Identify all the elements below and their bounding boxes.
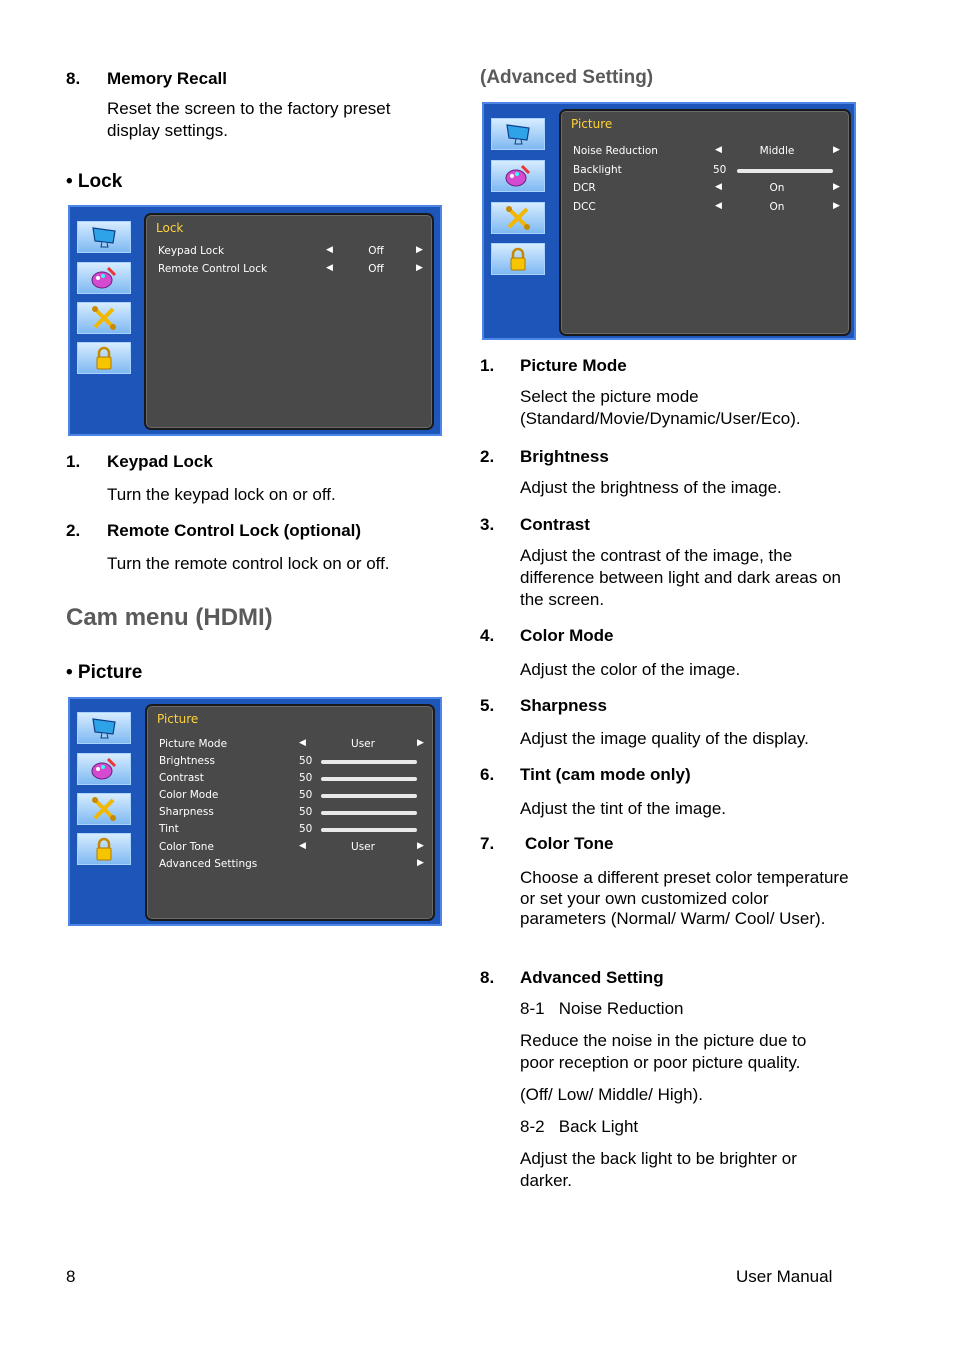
osd-row-value: 50 [299, 789, 313, 801]
slider-bar[interactable] [321, 828, 417, 832]
item-description: Turn the keypad lock on or off. [107, 485, 336, 504]
lock-icon [77, 833, 131, 865]
osd-row-value: 50 [299, 823, 313, 835]
footer-manual-label: User Manual [736, 1267, 833, 1286]
osd-row-noise-reduction[interactable] [573, 145, 841, 161]
item-number: 3. [480, 515, 495, 534]
subitem-label: 8-2 Back Light [520, 1117, 639, 1136]
item-description: Reset the screen to the factory preset display settings. [107, 99, 391, 140]
osd-row-value: User [351, 841, 375, 853]
osd-row-label: Brightness [159, 755, 215, 767]
osd-row-label: DCC [573, 201, 596, 213]
left-arrow-icon[interactable]: ◀ [715, 182, 722, 192]
osd-row-color-mode[interactable] [159, 789, 425, 805]
item-number: 5. [480, 696, 495, 715]
item-description: Turn the remote control lock on or off. [107, 554, 390, 573]
item-title: Contrast [520, 515, 590, 534]
item-number: 2. [480, 447, 495, 466]
item-description: Adjust the color of the image. [520, 660, 741, 679]
osd-row-dcr[interactable] [573, 182, 841, 198]
osd-row-sharpness[interactable] [159, 806, 425, 822]
picture-bullet-heading: • Picture [66, 662, 143, 683]
item-description: Adjust the brightness of the image. [520, 478, 782, 497]
item-title: Remote Control Lock (optional) [107, 521, 362, 540]
item-number: 4. [480, 626, 495, 645]
osd-sidebar [484, 104, 556, 338]
osd-row-value: Off [368, 245, 384, 257]
right-arrow-icon[interactable]: ▶ [833, 201, 840, 211]
osd-row-value: 50 [299, 755, 313, 767]
item-title: Keypad Lock [107, 452, 213, 471]
osd-menu-title: Picture [157, 712, 199, 726]
osd-sidebar [70, 207, 142, 434]
osd-row-value: On [769, 182, 785, 194]
osd-row-value: On [769, 201, 785, 213]
lock-icon [77, 342, 131, 374]
osd-row-label: Color Mode [159, 789, 219, 801]
item-description: Choose a different preset color temperature or set your own customized color parameters (Normal/ Warm/ Cool/ User). [520, 868, 849, 928]
page-number: 8 [66, 1267, 76, 1286]
subitem-description: Adjust the back light to be brighter or darker. [520, 1149, 797, 1190]
osd-row-value: User [351, 738, 375, 750]
item-title: Brightness [520, 447, 609, 466]
lock-bullet-heading: • Lock [66, 171, 123, 192]
item-number: 8. [480, 968, 495, 987]
item-number: 7. [480, 834, 495, 853]
osd-menu-panel [559, 109, 851, 336]
advanced-setting-heading: (Advanced Setting) [480, 67, 654, 88]
osd-row-value: 50 [713, 164, 727, 176]
left-arrow-icon[interactable]: ◀ [299, 738, 306, 748]
item-title: Picture Mode [520, 356, 627, 375]
left-arrow-icon[interactable]: ◀ [326, 245, 333, 255]
monitor-icon [491, 118, 545, 150]
item-number: 1. [480, 356, 495, 375]
color-palette-icon [77, 753, 131, 785]
picture-osd-screenshot [68, 697, 442, 926]
right-arrow-icon[interactable]: ▶ [416, 263, 423, 273]
item-number: 2. [66, 521, 81, 540]
osd-row-label: Contrast [159, 772, 204, 784]
subitem-description: Reduce the noise in the picture due to poor reception or poor picture quality. [520, 1031, 807, 1072]
osd-menu-title: Picture [571, 117, 613, 131]
item-title: Color Tone [525, 834, 614, 853]
slider-bar[interactable] [321, 777, 417, 781]
subitem-label: 8-1 Noise Reduction [520, 999, 684, 1018]
osd-row-brightness[interactable] [159, 755, 425, 771]
osd-row-label: Tint [159, 823, 179, 835]
item-description: Adjust the tint of the image. [520, 799, 727, 818]
subitem-options: (Off/ Low/ Middle/ High). [520, 1085, 703, 1104]
osd-row-picture-mode[interactable] [159, 738, 425, 754]
color-palette-icon [77, 262, 131, 294]
osd-row-backlight[interactable] [573, 164, 841, 180]
osd-row-dcc[interactable] [573, 201, 841, 217]
left-arrow-icon[interactable]: ◀ [299, 841, 306, 851]
osd-row-value: Middle [759, 145, 795, 157]
osd-row-label: Remote Control Lock [158, 263, 268, 275]
osd-row-advanced-settings[interactable] [159, 858, 425, 874]
osd-row-label: Noise Reduction [573, 145, 658, 157]
tools-icon [77, 793, 131, 825]
left-arrow-icon[interactable]: ◀ [326, 263, 333, 273]
item-title: Color Mode [520, 626, 614, 645]
slider-bar[interactable] [321, 794, 417, 798]
left-arrow-icon[interactable]: ◀ [715, 201, 722, 211]
item-title: Tint (cam mode only) [520, 765, 691, 784]
monitor-icon [77, 712, 131, 744]
left-arrow-icon[interactable]: ◀ [715, 145, 722, 155]
osd-row-contrast[interactable] [159, 772, 425, 788]
section-title: Cam menu (HDMI) [66, 604, 273, 631]
advanced-osd-screenshot [482, 102, 856, 340]
item-title: Advanced Setting [520, 968, 664, 987]
item-title: Memory Recall [107, 69, 227, 88]
osd-row-tint[interactable] [159, 823, 425, 839]
right-arrow-icon[interactable]: ▶ [417, 841, 424, 851]
osd-menu-panel [145, 704, 435, 921]
osd-row-color-tone[interactable] [159, 841, 425, 857]
lock-osd-screenshot [68, 205, 442, 436]
item-number: 6. [480, 765, 495, 784]
osd-row-label: Color Tone [159, 841, 214, 853]
right-arrow-icon[interactable]: ▶ [417, 738, 424, 748]
right-arrow-icon[interactable]: ▶ [833, 182, 840, 192]
item-number: 1. [66, 452, 81, 471]
osd-sidebar [70, 699, 142, 924]
osd-row-label: Keypad Lock [158, 245, 225, 257]
right-arrow-icon[interactable]: ▶ [417, 858, 424, 868]
tools-icon [491, 202, 545, 234]
osd-row-label: Sharpness [159, 806, 214, 818]
osd-menu-panel [144, 213, 434, 430]
osd-row-label: Picture Mode [159, 738, 228, 750]
right-arrow-icon[interactable]: ▶ [416, 245, 423, 255]
item-description: Adjust the contrast of the image, the difference between light and dark areas on the screen. [520, 546, 842, 609]
right-arrow-icon[interactable]: ▶ [833, 145, 840, 155]
slider-bar[interactable] [321, 811, 417, 815]
osd-row-label: Backlight [573, 164, 622, 176]
item-description: Select the picture mode (Standard/Movie/Dynamic/User/Eco). [520, 387, 801, 428]
osd-row-label: DCR [573, 182, 596, 194]
slider-bar[interactable] [737, 169, 833, 173]
osd-row-remote-control-lock[interactable] [158, 263, 424, 279]
item-number: 8. [66, 69, 81, 88]
osd-row-keypad-lock[interactable] [158, 245, 424, 261]
osd-menu-title: Lock [156, 221, 184, 235]
color-palette-icon [491, 160, 545, 192]
osd-row-value: Off [368, 263, 384, 275]
tools-icon [77, 302, 131, 334]
slider-bar[interactable] [321, 760, 417, 764]
osd-row-value: 50 [299, 772, 313, 784]
lock-icon [491, 243, 545, 275]
osd-row-label: Advanced Settings [159, 858, 258, 870]
osd-row-value: 50 [299, 806, 313, 818]
item-description: Adjust the image quality of the display. [520, 729, 809, 748]
item-title: Sharpness [520, 696, 607, 715]
monitor-icon [77, 221, 131, 253]
